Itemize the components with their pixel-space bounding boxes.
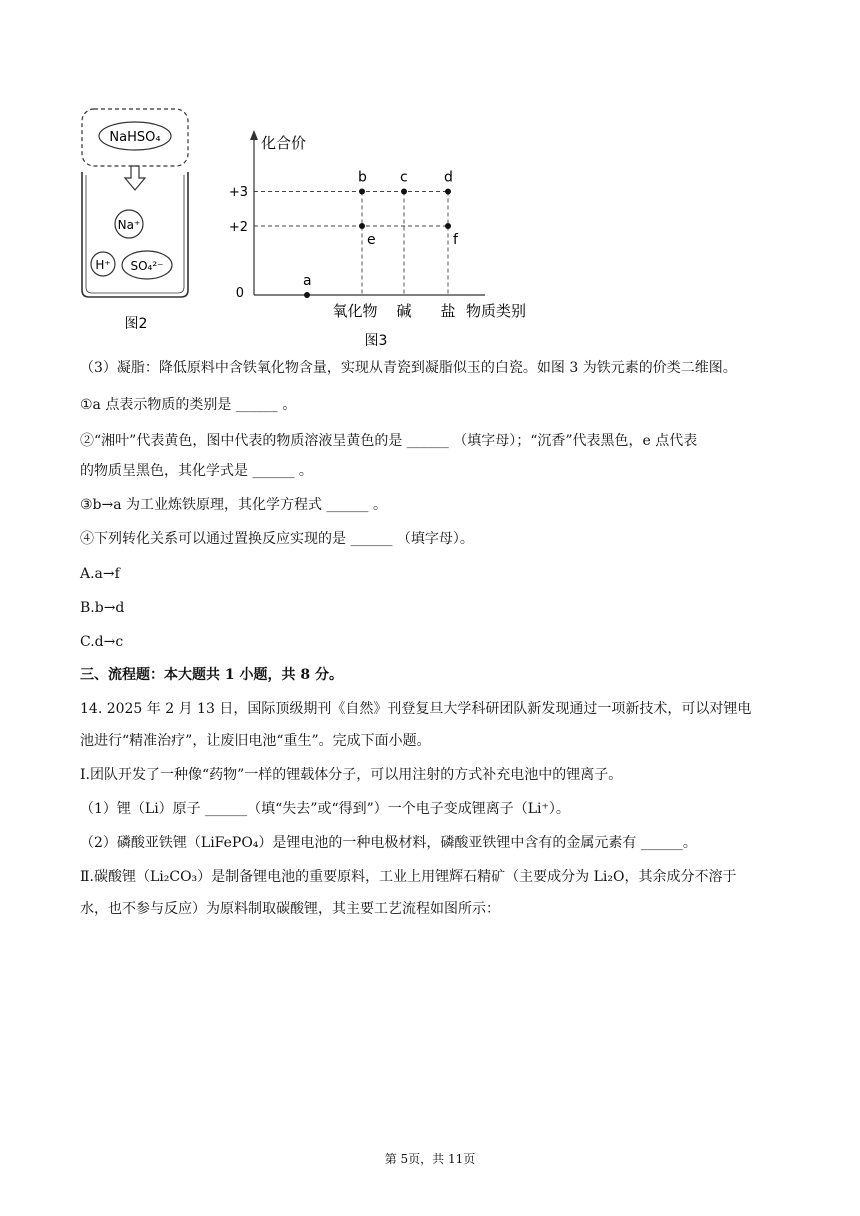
section-title: 三、流程题：本大题共 1 小题，共 8 分。 [80,667,343,683]
y-tick-label: +2 [228,220,248,235]
x-tick-label: 盐 [440,302,456,320]
point-label-d: d [444,169,453,186]
point-label-b: b [358,169,367,186]
x-tick-label: 碱 [396,302,412,320]
point-label-a: a [303,273,312,289]
guide-lines [254,192,448,296]
figure-2-caption: 图2 [124,316,148,332]
point-label-c: c [400,169,408,186]
y-tick-label: 0 [235,286,244,301]
y-axis-label: 化合价 [261,134,307,152]
data-point-b [359,189,365,195]
data-point-e [359,223,365,229]
x-axis-label: 物质类别 [466,302,527,320]
point-label-e: e [367,232,376,248]
data-point-f [445,223,451,229]
data-point-c [401,189,407,195]
question-14-line-2: 池进行“精准治疗”，让废旧电池“重生”。完成下面小题。 [80,733,431,749]
y-tick-label: +3 [228,185,248,200]
part-2-intro-cont: 水，也不参与反应）为原料制取碳酸锂，其主要工艺流程如图所示： [80,901,500,917]
sub-question-4: ④下列转化关系可以通过置换反应实现的是 ______ （填字母）。 [80,531,474,547]
down-arrow-icon [125,166,145,190]
figures-area [0,0,860,360]
page-footer: 第 5页，共 11页 [384,1152,476,1166]
compound-label: NaHSO₄ [109,130,161,145]
option-b: B.b→d [80,600,125,616]
x-tick-label: 氧化物 [332,302,378,320]
figure-2 [82,109,188,332]
y-axis-arrow-icon [250,130,258,140]
part-2-intro: Ⅱ.碳酸锂（Li₂CO₃）是制备锂电池的重要原料，工业上用锂辉石精矿（主要成分为 Li₂O，其余成分不溶于 [80,869,737,885]
option-c: C.d→c [80,634,124,650]
data-point-d [445,189,451,195]
data-points [303,170,459,299]
sub-question-2: ②“湘叶”代表黄色，图中代表的物质溶液呈黄色的是 ______ （填字母）；“沉香”代表黑色，e 点代表 [80,433,698,449]
h-ion-label: H⁺ [95,258,111,272]
so4-ion-label: SO₄²⁻ [130,259,164,273]
figure-3 [229,130,526,349]
question-14-1: （1）锂（Li）原子 ______（填“失去”或“得到”）一个电子变成锂离子（Li⁺）。 [80,801,570,817]
part-1-intro: Ⅰ.团队开发了一种像“药物”一样的锂载体分子，可以用注射的方式补充电池中的锂离子。 [80,767,623,783]
question-14-2: （2）磷酸亚铁锂（LiFePO₄）是锂电池的一种电极材料，磷酸亚铁锂中含有的金属元素有 ______。 [80,835,697,851]
question-14-line-1: 14. 2025 年 2 月 13 日，国际顶级期刊《自然》刊登复旦大学科研团队新发现通过一项新技术，可以对锂电 [80,701,752,717]
data-point-a [304,292,310,298]
sub-question-1: ①a 点表示物质的类别是 ______ 。 [80,397,297,413]
sub-question-2-cont: 的物质呈黑色，其化学式是 ______ 。 [80,463,313,479]
question-3-intro: （3）凝脂：降低原料中含铁氧化物含量，实现从青瓷到凝脂似玉的白瓷。如图 3 为铁元素的价类二维图。 [80,360,737,376]
option-a: A.a→f [80,566,120,582]
point-label-f: f [453,232,458,248]
figure-3-caption: 图3 [364,333,388,349]
na-ion-label: Na⁺ [117,218,141,232]
sub-question-3: ③b→a 为工业炼铁原理，其化学方程式 ______ 。 [80,497,387,513]
